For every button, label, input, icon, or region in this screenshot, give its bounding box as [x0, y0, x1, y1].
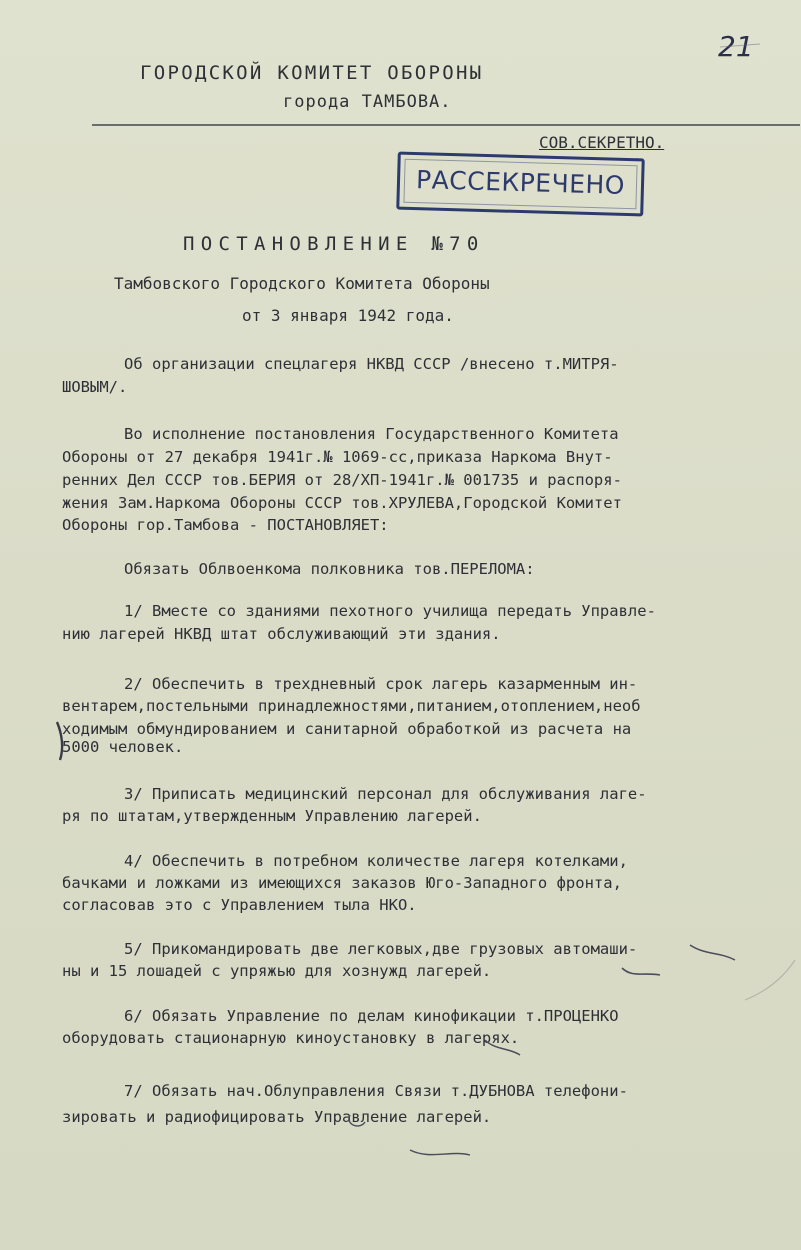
subtitle-line-2: от 3 января 1942 года.	[242, 306, 454, 325]
item-3-line-2: ря по штатам,утвержденным Управлению лагерей.	[62, 807, 482, 825]
classification-mark: СОВ.СЕКРЕТНО.	[539, 133, 665, 152]
item-4-line-2: бачками и ложками из имеющихся заказов Юго-Западного фронта,	[62, 874, 622, 892]
item-2-line-1: 2/ Обеспечить в трехдневный срок лагерь казарменным ин-	[124, 675, 638, 693]
item-6-line-2: оборудовать стационарную киноустановку в лагерях.	[62, 1029, 520, 1047]
preamble-line-3: ренних Дел СССР тов.БЕРИЯ от 28/ХП-1941г.№ 001735 и распоря-	[62, 471, 622, 489]
preamble-line-1: Во исполнение постановления Государственного Комитета	[124, 425, 619, 443]
preamble-line-4: жения Зам.Наркома Обороны СССР тов.ХРУЛЕВА,Городской Комитет	[62, 494, 622, 512]
item-4-line-3: согласовав это с Управлением тыла НКО.	[62, 896, 417, 914]
item-7-line-1: 7/ Обязать нач.Облуправления Связи т.ДУБНОВА телефони-	[124, 1082, 628, 1100]
subject-line-1: Об организации спецлагеря НКВД СССР /внесено т.МИТРЯ-	[124, 355, 619, 373]
header-line-1: ГОРОДСКОЙ КОМИТЕТ ОБОРОНЫ	[140, 62, 484, 84]
subtitle-line-1: Тамбовского Городского Комитета Обороны	[114, 274, 490, 293]
item-1-line-1: 1/ Вместе со зданиями пехотного училища передать Управле-	[124, 602, 656, 620]
item-2-line-3: ходимым обмундированием и санитарной обработкой из расчета на	[62, 720, 632, 738]
item-2-line-4: 5000 человек.	[62, 738, 184, 756]
subject-line-2: ШОВЫМ/.	[62, 378, 128, 396]
item-4-line-1: 4/ Обеспечить в потребном количестве лагеря котелками,	[124, 852, 628, 870]
item-1-line-2: нию лагерей НКВД штат обслуживающий эти здания.	[62, 625, 501, 643]
header-line-2: города ТАМБОВА.	[283, 92, 452, 112]
page-number: 21	[718, 30, 754, 63]
item-7-line-2: зировать и радиофицировать Управление лагерей.	[62, 1108, 492, 1126]
item-6-line-1: 6/ Обязать Управление по делам кинофикации т.ПРОЦЕНКО	[124, 1007, 619, 1025]
declassified-stamp: РАССЕКРЕЧЕНО	[396, 152, 645, 217]
item-5-line-2: ны и 15 лошадей с упряжью для хознужд лагерей.	[62, 962, 492, 980]
item-3-line-1: 3/ Приписать медицинский персонал для обслуживания лаге-	[124, 785, 647, 803]
document-title: ПОСТАНОВЛЕНИЕ №70	[183, 233, 485, 255]
preamble-line-5: Обороны гор.Тамбова - ПОСТАНОВЛЯЕТ:	[62, 516, 389, 534]
preamble-line-2: Обороны от 27 декабря 1941г.№ 1069-сс,приказа Наркома Внут-	[62, 448, 613, 466]
item-2-line-2: вентарем,постельными принадлежностями,питанием,отоплением,необ	[62, 697, 641, 715]
item-5-line-1: 5/ Прикомандировать две легковых,две грузовых автомаши-	[124, 940, 638, 958]
directive-line: Обязать Облвоенкома полковника тов.ПЕРЕЛОМА:	[124, 560, 535, 578]
